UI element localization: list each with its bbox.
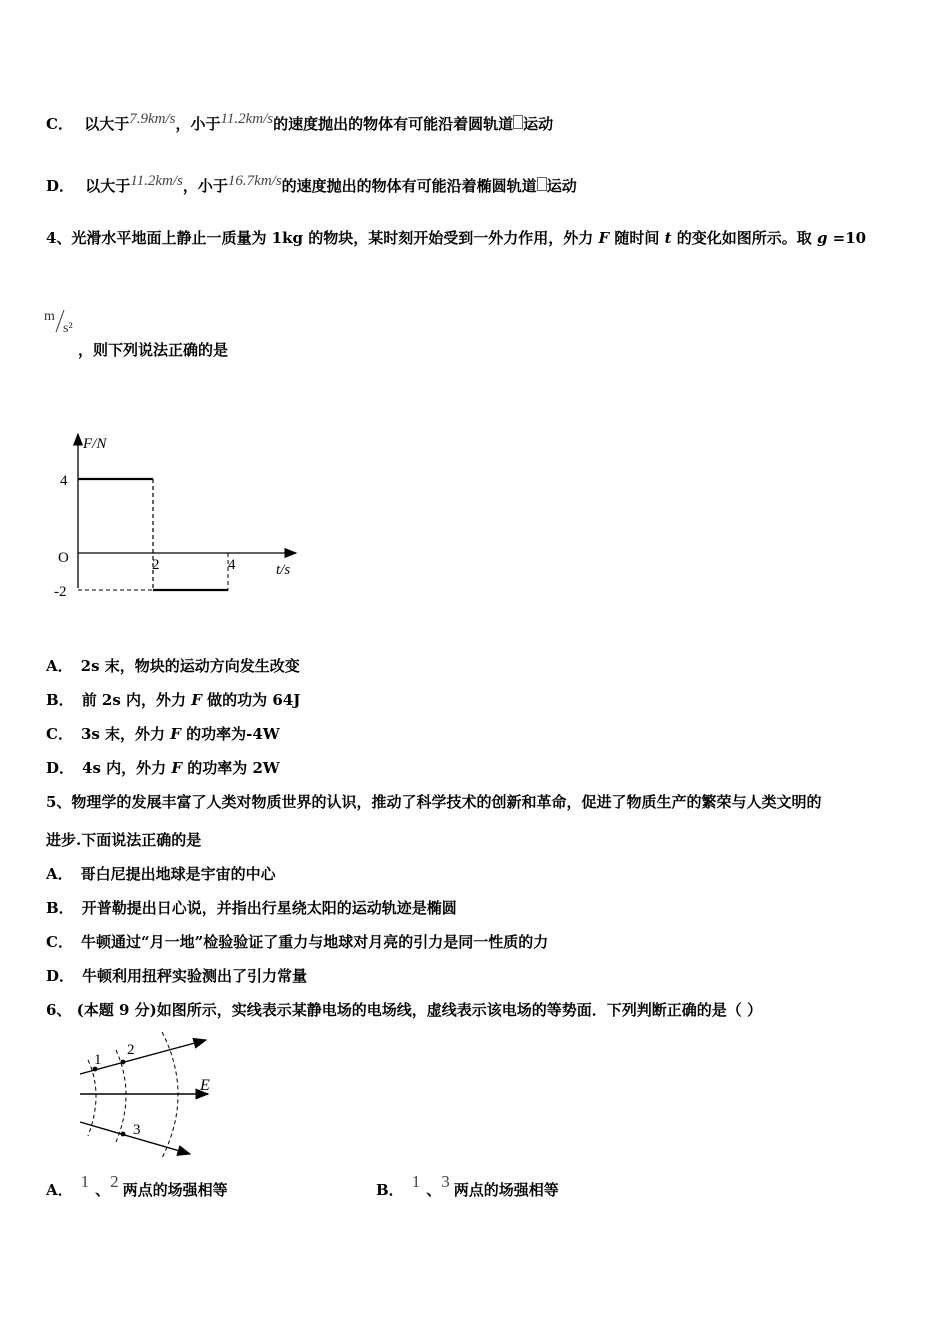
- q5-option-b: [46, 898, 457, 918]
- point-3: [121, 1132, 126, 1137]
- speed-value: 16.7km/s: [227, 173, 282, 189]
- option-label: B．: [46, 691, 74, 709]
- option-text: ，小于: [182, 177, 228, 195]
- field-label-e: E: [200, 1077, 210, 1094]
- q5-stem-line1: [46, 792, 821, 812]
- q6-stem: [46, 1000, 762, 1020]
- x-tick-label: 2: [152, 557, 160, 573]
- speed-value: 7.9km/s: [129, 111, 176, 127]
- option-text: 3s 末，外力: [80, 725, 171, 743]
- option-text: 的速度抛出的物体有可能沿着圆轨道: [273, 115, 514, 133]
- force-symbol: F: [170, 725, 181, 743]
- origin-label: O: [58, 550, 69, 566]
- force-symbol: F: [598, 229, 610, 247]
- q5-stem-line2: [46, 830, 201, 850]
- force-time-graph-svg: [46, 428, 306, 608]
- option-text: 前 2s 内，外力: [81, 691, 192, 709]
- speed-value: 11.2km/s: [220, 111, 274, 127]
- unit-denominator: s²: [63, 321, 73, 336]
- option-label: D．: [46, 759, 75, 777]
- option-text: 开普勒提出日心说，并指出行星绕太阳的运动轨迹是椭圆: [81, 899, 457, 917]
- option-text: 运动: [523, 115, 554, 133]
- option-text: 牛顿利用扭秤实验测出了引力常量: [82, 967, 308, 985]
- option-text: 的速度抛出的物体有可能沿着椭圆轨道: [281, 177, 537, 195]
- unit-numerator: m: [44, 309, 55, 324]
- option-text: 4s 内，外力: [82, 759, 172, 777]
- option-text: 运动: [546, 177, 577, 195]
- x-tick-label: 4: [228, 557, 236, 573]
- point-number: 3: [441, 1172, 450, 1191]
- point-label-1: 1: [94, 1052, 102, 1068]
- option-label: C．: [46, 933, 73, 951]
- option-label: C．: [46, 115, 73, 133]
- x-axis-label: t/s: [276, 562, 291, 578]
- option-text: 2s 末，物块的运动方向发生改变: [80, 657, 300, 675]
- stem-text: ，则下列说法正确的是: [78, 341, 229, 359]
- y-tick-label: -2: [54, 584, 67, 600]
- stem-text: 6、 (本题 9 分)如图所示，实线表示某静电场的电场线，虚线表示该电场的等势面．下列判断正确的是（ ）: [46, 1001, 762, 1019]
- option-label: A．: [46, 657, 73, 675]
- time-symbol: t: [664, 229, 672, 247]
- force-symbol: F: [171, 759, 182, 777]
- q4-option-d: [46, 758, 280, 778]
- point-number: 1: [411, 1172, 421, 1191]
- mass-value: 1kg: [271, 229, 303, 247]
- option-text: 做的功为 64J: [201, 691, 301, 709]
- unit-fraction-graphic: [44, 306, 84, 336]
- option-text: 牛顿通过“月一地”检验验证了重力与地球对月亮的引力是同一性质的力: [80, 933, 549, 951]
- unit-fraction: [44, 306, 84, 340]
- option-text: ，小于: [175, 115, 221, 133]
- q5-option-d: [46, 966, 307, 986]
- option-text: 的功率为 2W: [182, 759, 280, 777]
- stem-text: 的变化如图所示。取: [671, 229, 817, 247]
- gravity-value: =10: [827, 229, 867, 247]
- point-label-3: 3: [133, 1122, 141, 1138]
- q5-option-a: [46, 864, 276, 884]
- option-text: 两点的场强相等: [453, 1181, 559, 1199]
- gravity-symbol: g: [816, 229, 828, 247]
- q4-stem: [46, 228, 866, 248]
- y-tick-label: 4: [60, 473, 68, 489]
- option-label: D．: [46, 967, 75, 985]
- missing-glyph-box: [537, 177, 547, 191]
- option-label: B．: [376, 1181, 404, 1199]
- q6-option-a: [46, 1172, 228, 1200]
- option-text: 两点的场强相等: [122, 1181, 228, 1199]
- option-label: B．: [46, 899, 74, 917]
- point-number: 2: [110, 1172, 119, 1191]
- point-number: 1: [80, 1172, 90, 1191]
- option-label: A．: [46, 1181, 73, 1199]
- q4-option-c: [46, 724, 280, 744]
- q3-option-d: [46, 173, 577, 197]
- stem-text: 4、光滑水平地面上静止一质量为: [46, 229, 272, 247]
- q4-option-b: [46, 690, 300, 710]
- q3-option-c: [46, 111, 554, 135]
- electric-field-svg: [70, 1030, 230, 1160]
- q5-option-c: [46, 932, 548, 952]
- option-label: D．: [46, 177, 75, 195]
- missing-glyph-box: [513, 115, 523, 129]
- electric-field-diagram: [70, 1030, 230, 1164]
- speed-value: 11.2km/s: [130, 173, 183, 189]
- option-text: 以大于: [85, 177, 131, 195]
- option-label: C．: [46, 725, 73, 743]
- stem-text: 的物块，某时刻开始受到一外力作用，外力: [303, 229, 599, 247]
- option-text: 哥白尼提出地球是宇宙的中心: [80, 865, 276, 883]
- y-axis-label: F/N: [83, 436, 107, 452]
- option-text: 以大于: [84, 115, 130, 133]
- separator: 、: [426, 1181, 442, 1199]
- option-label: A．: [46, 865, 73, 883]
- option-text: 的功率为-4W: [180, 725, 280, 743]
- stem-text: 进步.下面说法正确的是: [46, 831, 202, 849]
- q4-option-a: [46, 656, 300, 676]
- q6-option-b: [376, 1172, 559, 1200]
- q4-stem-end: [78, 340, 228, 360]
- separator: 、: [95, 1181, 111, 1199]
- force-time-graph: [46, 428, 306, 612]
- force-symbol: F: [191, 691, 202, 709]
- point-2: [121, 1060, 126, 1065]
- stem-text: 随时间: [609, 229, 665, 247]
- stem-text: 5、物理学的发展丰富了人类对物质世界的认识，推动了科学技术的创新和革命，促进了物质生产的繁荣与人类文明的: [46, 793, 822, 811]
- point-label-2: 2: [127, 1042, 135, 1058]
